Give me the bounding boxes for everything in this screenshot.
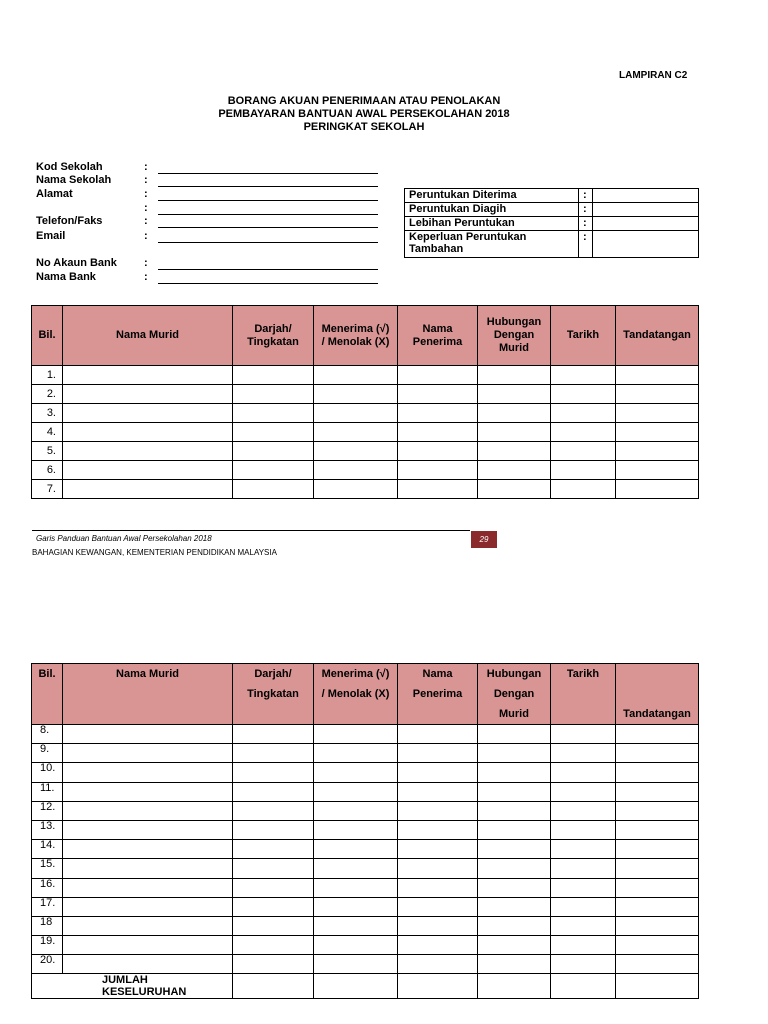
header-hubungan-line-2: Dengan [493, 329, 535, 341]
table-row [32, 461, 699, 480]
allocation-label-additional-line-1: Keperluan Peruntukan [409, 231, 527, 243]
table-row [32, 801, 699, 820]
student-table-page-2 [31, 663, 699, 999]
table-row [32, 840, 699, 859]
table-cell[interactable] [314, 480, 398, 499]
field-colon: : [144, 188, 148, 200]
table-cell[interactable] [478, 725, 551, 744]
row-number: 3. [32, 404, 63, 423]
table-cell[interactable] [478, 442, 551, 461]
table-cell[interactable] [314, 404, 398, 423]
table-cell[interactable] [478, 366, 551, 385]
table-cell[interactable] [478, 955, 551, 974]
table-cell[interactable] [478, 916, 551, 935]
footer-department: BAHAGIAN KEWANGAN, KEMENTERIAN PENDIDIKAN MALAYSIA [32, 548, 277, 557]
row-number: 18 [32, 916, 63, 935]
table-cell[interactable] [551, 442, 616, 461]
table-cell[interactable] [616, 744, 699, 763]
table-cell[interactable] [551, 744, 616, 763]
table-cell[interactable] [233, 763, 314, 782]
table-cell[interactable] [478, 878, 551, 897]
row-number: 2. [32, 385, 63, 404]
table-cell[interactable] [616, 955, 699, 974]
table-cell[interactable] [551, 385, 616, 404]
table-cell[interactable] [314, 725, 398, 744]
header-menerima-line-2: / Menolak (X) [321, 335, 390, 348]
allocation-colon: : [579, 203, 593, 217]
header-darjah-line-1: Darjah/ [254, 668, 292, 680]
row-number: 14. [32, 840, 63, 859]
allocation-colon: : [579, 189, 593, 203]
field-label-kod-sekolah: Kod Sekolah [36, 161, 103, 173]
table-cell[interactable] [233, 385, 314, 404]
table-cell[interactable] [63, 916, 233, 935]
allocation-colon: : [579, 217, 593, 231]
row-number: 19. [32, 936, 63, 955]
field-colon: : [144, 257, 148, 269]
table-row [32, 763, 699, 782]
table-row [32, 859, 699, 878]
table-cell[interactable] [616, 385, 699, 404]
allocation-value-received[interactable] [593, 189, 699, 203]
table-cell[interactable] [398, 955, 478, 974]
table-cell[interactable] [616, 859, 699, 878]
field-line-email[interactable] [158, 242, 378, 243]
table-cell[interactable] [616, 423, 699, 442]
table-cell[interactable] [551, 366, 616, 385]
header-hubungan-line-3: Murid [499, 342, 529, 354]
table-cell[interactable] [551, 461, 616, 480]
table-cell[interactable] [63, 461, 233, 480]
row-number: 8. [32, 725, 63, 744]
field-line-nama-bank[interactable] [158, 283, 378, 284]
table-cell[interactable] [478, 936, 551, 955]
table-cell[interactable] [63, 385, 233, 404]
table-cell[interactable] [63, 366, 233, 385]
header-nama-penerima [398, 664, 478, 725]
table-cell[interactable] [233, 840, 314, 859]
table-row [32, 442, 699, 461]
appendix-label: LAMPIRAN C2 [619, 70, 688, 81]
header-bil: Bil. [32, 306, 63, 366]
table-cell[interactable] [233, 820, 314, 839]
table-cell[interactable] [616, 404, 699, 423]
table-row [32, 725, 699, 744]
table-cell[interactable] [63, 725, 233, 744]
field-line-alamat-2[interactable] [158, 214, 378, 215]
table-cell[interactable] [233, 461, 314, 480]
field-colon: : [144, 174, 148, 186]
table-cell[interactable] [233, 782, 314, 801]
row-number: 7. [32, 480, 63, 499]
allocation-label-additional [405, 231, 579, 258]
table-cell[interactable] [233, 725, 314, 744]
table-cell[interactable] [398, 763, 478, 782]
table-cell[interactable] [63, 442, 233, 461]
field-label-nama-bank: Nama Bank [36, 271, 96, 283]
table-cell[interactable] [63, 744, 233, 763]
header-tandatangan: Tandatangan [616, 664, 699, 725]
table-cell[interactable] [616, 878, 699, 897]
student-rows-page-1 [32, 366, 699, 499]
table-cell[interactable] [616, 916, 699, 935]
table-cell[interactable] [314, 916, 398, 935]
table-cell[interactable] [314, 878, 398, 897]
field-line-nama-sekolah[interactable] [158, 186, 378, 187]
table-cell[interactable] [478, 404, 551, 423]
table-cell[interactable] [398, 725, 478, 744]
header-darjah-line-2: Tingkatan [247, 335, 299, 348]
table-cell[interactable] [616, 461, 699, 480]
header-tarikh: Tarikh [551, 306, 616, 366]
table-cell[interactable] [314, 820, 398, 839]
table-cell[interactable] [233, 423, 314, 442]
row-number: 10. [32, 763, 63, 782]
table-row [32, 366, 699, 385]
row-number: 12. [32, 801, 63, 820]
table-cell[interactable] [551, 404, 616, 423]
table-cell[interactable] [616, 801, 699, 820]
table-cell[interactable] [314, 936, 398, 955]
header-tarikh: Tarikh [551, 664, 616, 725]
table-row [32, 385, 699, 404]
table-cell[interactable] [616, 820, 699, 839]
table-cell[interactable] [398, 878, 478, 897]
total-cell[interactable] [398, 974, 478, 999]
field-line-kod-sekolah[interactable] [158, 173, 378, 174]
table-cell[interactable] [398, 782, 478, 801]
table-cell[interactable] [551, 763, 616, 782]
total-label: JUMLAH KESELURUHAN [32, 974, 233, 999]
table-row [32, 820, 699, 839]
header-nama-penerima [398, 306, 478, 366]
table-cell[interactable] [314, 744, 398, 763]
row-number: 9. [32, 744, 63, 763]
table-cell[interactable] [63, 878, 233, 897]
table-cell[interactable] [398, 897, 478, 916]
header-bil: Bil. [32, 664, 63, 725]
table-cell[interactable] [398, 442, 478, 461]
header-darjah-line-2: Tingkatan [247, 688, 299, 700]
table-cell[interactable] [398, 840, 478, 859]
field-label-alamat: Alamat [36, 188, 73, 200]
table-cell[interactable] [398, 461, 478, 480]
table-row [32, 878, 699, 897]
table-cell[interactable] [551, 936, 616, 955]
table-cell[interactable] [314, 801, 398, 820]
header-menerima [314, 306, 398, 366]
table-cell[interactable] [63, 763, 233, 782]
table-cell[interactable] [233, 442, 314, 461]
total-cell[interactable] [314, 974, 398, 999]
header-hubungan-line-2: Dengan [493, 688, 535, 700]
table-cell[interactable] [551, 840, 616, 859]
table-cell[interactable] [233, 859, 314, 878]
table-cell[interactable] [233, 878, 314, 897]
header-menerima-line-2: / Menolak (X) [321, 688, 390, 700]
table-cell[interactable] [233, 366, 314, 385]
field-colon: : [144, 271, 148, 283]
table-cell[interactable] [616, 480, 699, 499]
table-cell[interactable] [314, 782, 398, 801]
allocation-value-applied[interactable] [593, 203, 699, 217]
table-cell[interactable] [63, 423, 233, 442]
table-cell[interactable] [233, 897, 314, 916]
table-cell[interactable] [478, 820, 551, 839]
table-cell[interactable] [314, 955, 398, 974]
table-cell[interactable] [63, 404, 233, 423]
field-label-nama-sekolah: Nama Sekolah [36, 174, 112, 186]
table-cell[interactable] [398, 936, 478, 955]
table-cell[interactable] [551, 897, 616, 916]
total-cell[interactable] [551, 974, 616, 999]
table-row [32, 744, 699, 763]
table-cell[interactable] [616, 763, 699, 782]
table-cell[interactable] [233, 916, 314, 935]
table-cell[interactable] [398, 820, 478, 839]
field-line-no-akaun-bank[interactable] [158, 269, 378, 270]
footer-rule [32, 530, 470, 531]
table-cell[interactable] [478, 423, 551, 442]
table-row [32, 897, 699, 916]
row-number: 15. [32, 859, 63, 878]
table-cell[interactable] [398, 916, 478, 935]
header-penerima-line-2: Penerima [412, 335, 463, 348]
table-cell[interactable] [63, 859, 233, 878]
form-title-line-1: BORANG AKUAN PENERIMAAN ATAU PENOLAKAN [227, 95, 501, 107]
table-cell[interactable] [233, 744, 314, 763]
table-cell[interactable] [616, 442, 699, 461]
field-label-email: Email [36, 230, 66, 242]
table-cell[interactable] [63, 782, 233, 801]
allocation-value-additional[interactable] [593, 231, 699, 258]
table-cell[interactable] [478, 461, 551, 480]
allocation-label-received: Peruntukan Diterima [405, 189, 579, 203]
table-cell[interactable] [233, 801, 314, 820]
table-cell[interactable] [314, 897, 398, 916]
allocation-label-additional-line-2: Tambahan [409, 243, 464, 255]
page-number-badge: 29 [471, 531, 497, 548]
form-title-line-3: PERINGKAT SEKOLAH [303, 121, 425, 133]
table-cell[interactable] [314, 442, 398, 461]
header-menerima-line-1: Menerima (√) [321, 322, 390, 335]
table-cell[interactable] [551, 725, 616, 744]
table-cell[interactable] [398, 385, 478, 404]
table-cell[interactable] [551, 423, 616, 442]
allocation-label-surplus: Lebihan Peruntukan [405, 217, 579, 231]
field-colon: : [144, 161, 148, 173]
table-cell[interactable] [478, 840, 551, 859]
row-number: 6. [32, 461, 63, 480]
table-cell[interactable] [233, 404, 314, 423]
header-hubungan [478, 664, 551, 725]
allocation-table [404, 188, 699, 258]
table-cell[interactable] [314, 840, 398, 859]
table-cell[interactable] [398, 404, 478, 423]
table-row [32, 955, 699, 974]
header-darjah-line-1: Darjah/ [254, 322, 292, 335]
table-cell[interactable] [314, 423, 398, 442]
table-cell[interactable] [63, 955, 233, 974]
table-cell[interactable] [314, 859, 398, 878]
row-number: 4. [32, 423, 63, 442]
table-cell[interactable] [63, 897, 233, 916]
field-label-no-akaun-bank: No Akaun Bank [36, 257, 117, 269]
table-cell[interactable] [314, 385, 398, 404]
table-row [32, 423, 699, 442]
header-penerima-line-2: Penerima [412, 688, 463, 700]
table-cell[interactable] [551, 782, 616, 801]
header-penerima-line-1: Nama [422, 322, 453, 335]
row-number: 1. [32, 366, 63, 385]
table-cell[interactable] [478, 801, 551, 820]
table-cell[interactable] [314, 366, 398, 385]
table-cell[interactable] [478, 480, 551, 499]
footer-guide-title: Garis Panduan Bantuan Awal Persekolahan 2018 [36, 534, 212, 543]
table-cell[interactable] [551, 480, 616, 499]
table-cell[interactable] [551, 820, 616, 839]
header-nama-murid: Nama Murid [63, 664, 233, 725]
header-darjah [233, 664, 314, 725]
table-row [32, 480, 699, 499]
table-cell[interactable] [398, 366, 478, 385]
header-tandatangan: Tandatangan [616, 306, 699, 366]
table-cell[interactable] [551, 859, 616, 878]
table-cell[interactable] [233, 936, 314, 955]
header-menerima [314, 664, 398, 725]
table-cell[interactable] [314, 763, 398, 782]
header-menerima-line-1: Menerima (√) [321, 668, 390, 680]
header-hubungan-line-1: Hubungan [486, 316, 542, 328]
table-cell[interactable] [478, 744, 551, 763]
table-cell[interactable] [616, 782, 699, 801]
field-label-telefon-faks: Telefon/Faks [36, 215, 103, 227]
field-colon: : [144, 230, 148, 242]
table-cell[interactable] [551, 955, 616, 974]
row-number: 17. [32, 897, 63, 916]
row-number: 11. [32, 782, 63, 801]
table-cell[interactable] [314, 461, 398, 480]
table-cell[interactable] [551, 878, 616, 897]
header-hubungan-line-1: Hubungan [486, 668, 542, 680]
table-cell[interactable] [63, 936, 233, 955]
header-darjah [233, 306, 314, 366]
table-cell[interactable] [398, 744, 478, 763]
field-colon: : [144, 215, 148, 227]
table-cell[interactable] [398, 859, 478, 878]
table-cell[interactable] [551, 801, 616, 820]
allocation-colon: : [579, 231, 593, 258]
row-number: 13. [32, 820, 63, 839]
table-cell[interactable] [478, 897, 551, 916]
row-number: 16. [32, 878, 63, 897]
table-cell[interactable] [478, 763, 551, 782]
table-cell[interactable] [616, 366, 699, 385]
table-cell[interactable] [616, 897, 699, 916]
row-number: 20. [32, 955, 63, 974]
table-cell[interactable] [616, 725, 699, 744]
allocation-label-applied: Peruntukan Diagih [405, 203, 579, 217]
table-cell[interactable] [616, 936, 699, 955]
field-colon: : [144, 202, 148, 214]
allocation-value-surplus[interactable] [593, 217, 699, 231]
table-cell[interactable] [478, 385, 551, 404]
table-row [32, 916, 699, 935]
table-cell[interactable] [233, 480, 314, 499]
table-cell[interactable] [478, 782, 551, 801]
form-title-line-2: PEMBAYARAN BANTUAN AWAL PERSEKOLAHAN 2018 [218, 108, 510, 120]
table-cell[interactable] [398, 801, 478, 820]
table-cell[interactable] [63, 480, 233, 499]
table-cell[interactable] [398, 423, 478, 442]
table-cell[interactable] [233, 955, 314, 974]
header-hubungan [478, 306, 551, 366]
row-number: 5. [32, 442, 63, 461]
table-cell[interactable] [616, 840, 699, 859]
field-line-alamat-1[interactable] [158, 200, 378, 201]
header-penerima-line-1: Nama [422, 668, 453, 680]
table-row [32, 782, 699, 801]
table-cell[interactable] [63, 840, 233, 859]
table-row [32, 404, 699, 423]
table-cell[interactable] [551, 916, 616, 935]
header-nama-murid: Nama Murid [63, 306, 233, 366]
total-cell[interactable] [233, 974, 314, 999]
table-cell[interactable] [398, 480, 478, 499]
total-cell[interactable] [478, 974, 551, 999]
total-cell[interactable] [616, 974, 699, 999]
table-cell[interactable] [63, 820, 233, 839]
table-cell[interactable] [63, 801, 233, 820]
header-hubungan-line-3: Murid [499, 708, 529, 720]
field-line-telefon-faks[interactable] [158, 227, 378, 228]
student-table-page-1 [31, 305, 699, 499]
student-rows-page-2 [32, 725, 699, 974]
table-row [32, 936, 699, 955]
table-cell[interactable] [478, 859, 551, 878]
